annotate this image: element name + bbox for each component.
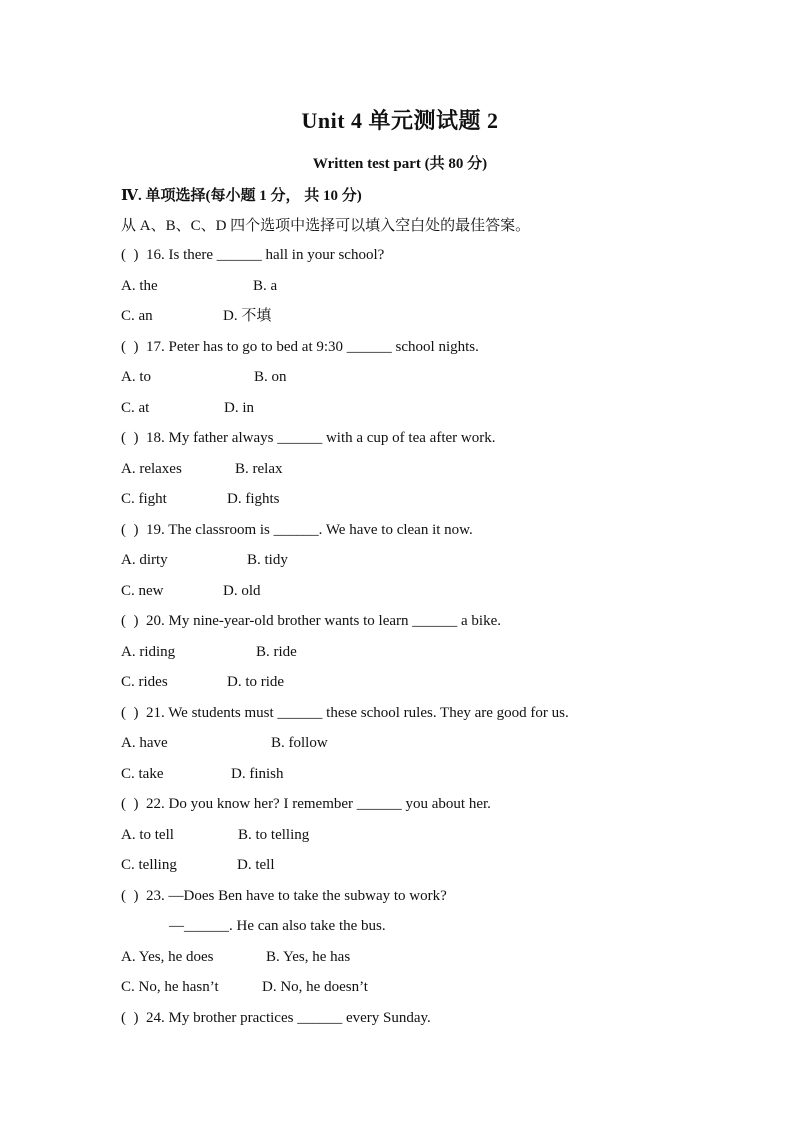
section-heading: Ⅳ. 单项选择(每小题 1 分， 共 10 分) <box>121 188 362 204</box>
option-d: D. in <box>224 399 254 416</box>
option-b: B. ride <box>256 643 297 660</box>
option-b: B. to telling <box>238 826 310 843</box>
option-c: C. fight <box>121 491 167 507</box>
option-b: B. relax <box>235 460 283 477</box>
option-d: D. tell <box>237 857 275 873</box>
question-21-options-ab <box>121 733 741 764</box>
question-23-stem: ( ) 23. —Does Ben have to take the subway to work? <box>121 887 447 904</box>
option-d: D. to ride <box>227 674 285 690</box>
option-b: B. follow <box>271 735 328 751</box>
question-20-options-ab <box>121 642 741 673</box>
option-c: C. an <box>121 308 153 324</box>
option-a: A. relaxes <box>121 460 182 477</box>
question-18-stem: ( ) 18. My father always ______ with a cup of tea after work. <box>121 430 496 446</box>
option-b: B. tidy <box>247 552 288 568</box>
option-d: D. old <box>223 582 261 599</box>
question-19-options-ab <box>121 550 741 581</box>
page-subtitle: Written test part (共 80 分) <box>312 156 488 172</box>
question-22-stem: ( ) 22. Do you know her? I remember ______ you about her. <box>121 796 491 812</box>
question-23-options-ab <box>121 947 741 978</box>
option-a: A. dirty <box>121 552 168 568</box>
option-b: B. on <box>254 369 287 385</box>
section-instruction: 从 A、B、C、D 四个选项中选择可以填入空白处的最佳答案。 <box>121 218 531 234</box>
question-17-stem: ( ) 17. Peter has to go to bed at 9:30 ______ school nights. <box>121 338 479 355</box>
question-16-options-cd <box>121 306 741 337</box>
question-22-options-ab <box>121 825 741 856</box>
option-c: C. take <box>121 765 164 782</box>
question-21-options-cd <box>121 764 741 795</box>
option-d: D. finish <box>231 765 284 782</box>
question-list <box>121 245 741 1038</box>
question-18-options-cd <box>121 489 741 520</box>
option-d: D. 不填 <box>223 308 272 324</box>
option-c: C. at <box>121 399 150 416</box>
question-20-stem: ( ) 20. My nine-year-old brother wants to learn ______ a bike. <box>121 613 502 629</box>
option-a: A. to <box>121 369 151 385</box>
option-c: C. telling <box>121 857 177 873</box>
option-a: A. riding <box>121 643 176 660</box>
option-a: A. have <box>121 735 168 751</box>
question-17-options-cd <box>121 398 741 429</box>
option-a: A. the <box>121 277 158 294</box>
option-d: D. No, he doesn’t <box>262 979 368 995</box>
option-d: D. fights <box>227 491 280 507</box>
option-c: C. No, he hasn’t <box>121 979 219 995</box>
question-22-options-cd <box>121 855 741 886</box>
question-21-stem: ( ) 21. We students must ______ these school rules. They are good for us. <box>121 704 569 721</box>
question-18-options-ab <box>121 459 741 490</box>
option-a: A. Yes, he does <box>121 948 214 965</box>
question-20-options-cd <box>121 672 741 703</box>
question-16-stem: ( ) 16. Is there ______ hall in your school? <box>121 247 385 263</box>
question-19-options-cd <box>121 581 741 612</box>
question-19-stem: ( ) 19. The classroom is ______. We have to clean it now. <box>121 521 473 538</box>
option-b: B. a <box>253 277 278 294</box>
question-17-options-ab <box>121 367 741 398</box>
option-c: C. new <box>121 582 164 599</box>
page-title: Unit 4 单元测试题 2 <box>301 108 499 133</box>
option-c: C. rides <box>121 674 168 690</box>
question-23-stem-reply: —______. He can also take the bus. <box>169 918 386 934</box>
question-16-options-ab <box>121 276 741 307</box>
option-a: A. to tell <box>121 826 174 843</box>
question-24-stem: ( ) 24. My brother practices ______ every Sunday. <box>121 1009 431 1026</box>
option-b: B. Yes, he has <box>266 948 351 965</box>
question-23-options-cd <box>121 977 741 1008</box>
